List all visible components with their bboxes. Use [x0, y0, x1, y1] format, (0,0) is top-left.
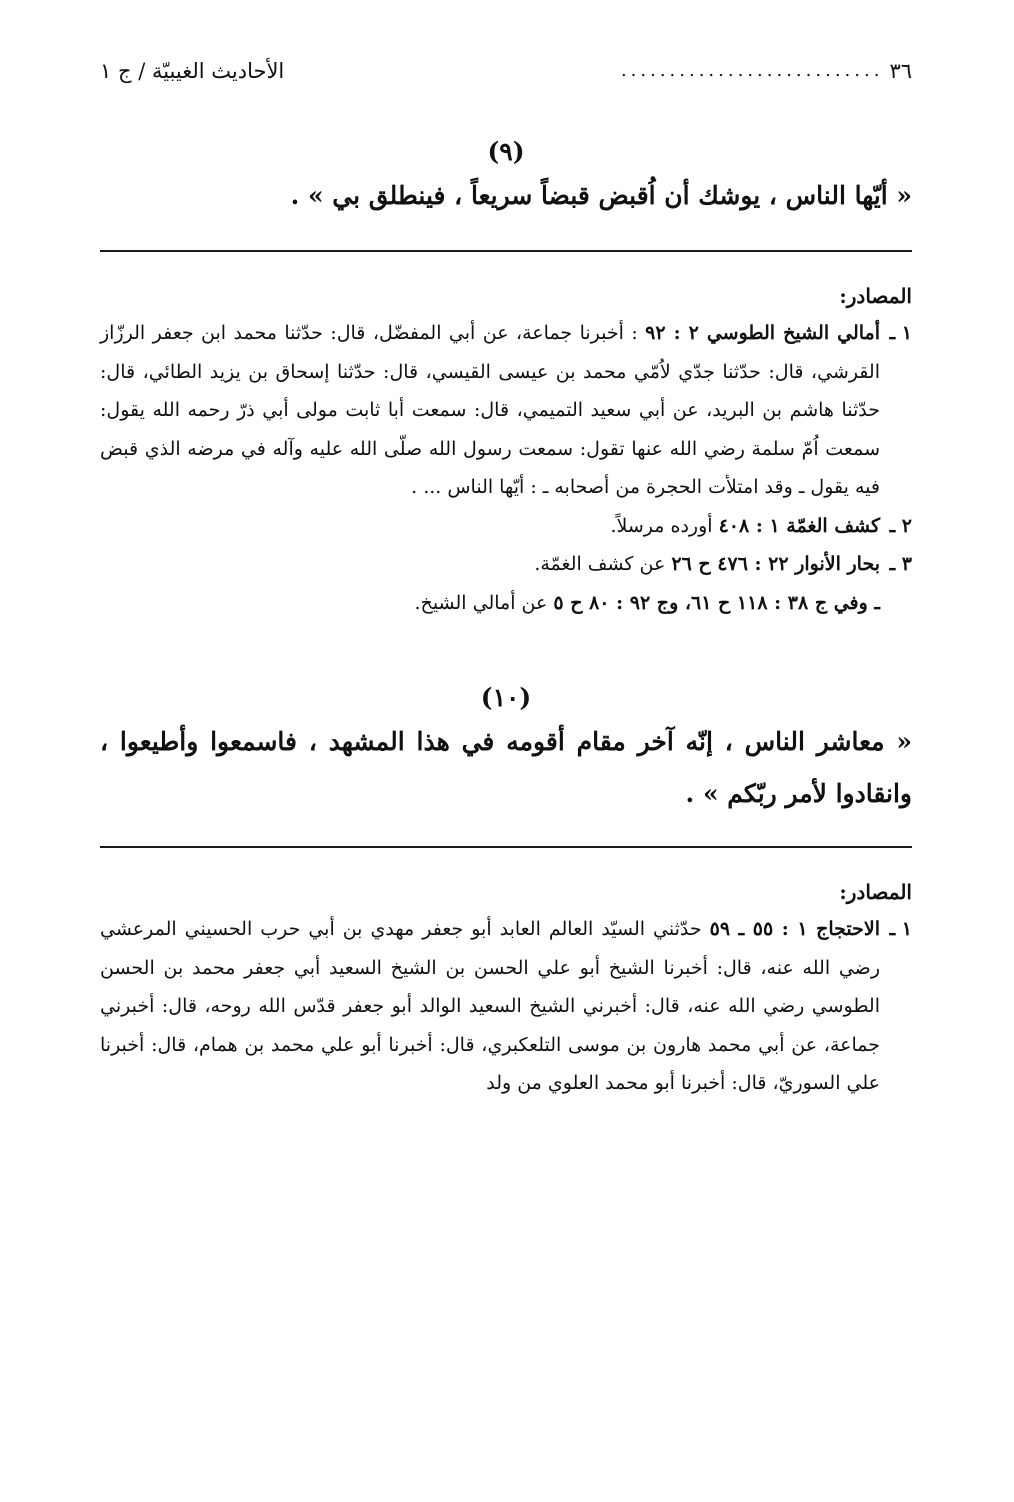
- source-entry-continuation: [100, 584, 912, 623]
- source-reference: أمالي الشيخ الطوسي ٢ : ٩٢: [645, 322, 880, 344]
- hadith-section-9: [100, 134, 912, 622]
- source-reference: ـ وفي ج ٣٨ : ١١٨ ح ٦١، وج ٩٢ : ٨٠ ح ٥: [553, 591, 880, 614]
- running-header: [100, 52, 912, 86]
- page: [100, 52, 912, 1103]
- source-entry: [100, 507, 912, 546]
- source-text: حدّثني السيّد العالم العابد أبو جعفر مهدي بن أبي حرب الحسيني المرعشي رضي الله عنه، قال: أخبرنا الشيخ أبو علي الحسن بن الشيخ السعيد أبي جعفر محمد بن الحسن الطوسي رضي الله عنه، قال: أخبرني الشيخ السعيد الوالد أبو جعفر قدّس الله روحه، قال: أخبرني جماعة، عن أبي محمد هارون بن موسى التلعكبري، قال: أخبرنا أبو علي محمد بن همام، قال: أخبرنا علي السوريّ، قال: أخبرنا أبو محمد العلوي من ولد: [100, 918, 880, 1094]
- hadith-text: « أيّها الناس ، يوشك أن اُقبض قبضاً سريعاً ، فينطلق بي » .: [290, 181, 912, 210]
- hadith-number: (١٠): [480, 683, 532, 712]
- source-reference: بحار الأنوار ٢٢ : ٤٧٦ ح ٢٦: [671, 553, 880, 575]
- source-number: ٢ ـ: [889, 514, 912, 537]
- source-entry: [100, 314, 912, 507]
- source-text: : أخبرنا جماعة، عن أبي المفضّل، قال: حدّثنا محمد ابن جعفر الرزّاز القرشي، قال: حدّثنا جدّي لاُمّي محمد بن عيسى القيسي، قال: حدّثنا إسحاق بن يزيد الطائي، قال: حدّثنا هاشم بن البريد، عن أبي سعيد التميمي، قال: سمعت أبا ثابت مولى أبي ذرّ رحمه الله يقول: سمعت اُمّ سلمة رضي الله عنها تقول: سمعت رسول الله صلّى الله عليه وآله في مرضه الذي قبض فيه يقول ـ وقد امتلأت الحجرة من أصحابه ـ : أيّها الناس ... .: [100, 322, 880, 498]
- header-leader-dots: ...........................: [620, 60, 884, 81]
- source-number: ١ ـ: [889, 918, 912, 940]
- sources-heading: المصادر:: [839, 880, 912, 904]
- source-text: عن كشف الغمّة.: [534, 553, 666, 575]
- page-number: ٣٦: [889, 59, 912, 83]
- source-number: ١ ـ: [889, 322, 912, 344]
- source-entry: [100, 910, 912, 1103]
- source-number: ٣ ـ: [889, 553, 912, 575]
- sources-heading: المصادر:: [839, 284, 912, 308]
- book-title: الأحاديث الغيبيّة / ج ١: [100, 59, 285, 83]
- source-text: أورده مرسلاً.: [610, 514, 713, 537]
- section-divider: [100, 846, 912, 848]
- source-reference: كشف الغمّة ١ : ٤٠٨: [718, 514, 880, 537]
- source-text: عن أمالي الشيخ.: [414, 591, 548, 614]
- hadith-number: (٩): [487, 137, 525, 166]
- hadith-section-10: [100, 680, 912, 1103]
- hadith-text: « معاشر الناس ، إنّه آخر مقام أقومه في هذا المشهد ، فاسمعوا وأطيعوا ، وانقادوا لأمر ربّكم » .: [100, 727, 912, 808]
- source-reference: الاحتجاج ١ : ٥٥ ـ ٥٩: [709, 918, 881, 940]
- section-divider: [100, 250, 912, 252]
- source-entry: [100, 545, 912, 584]
